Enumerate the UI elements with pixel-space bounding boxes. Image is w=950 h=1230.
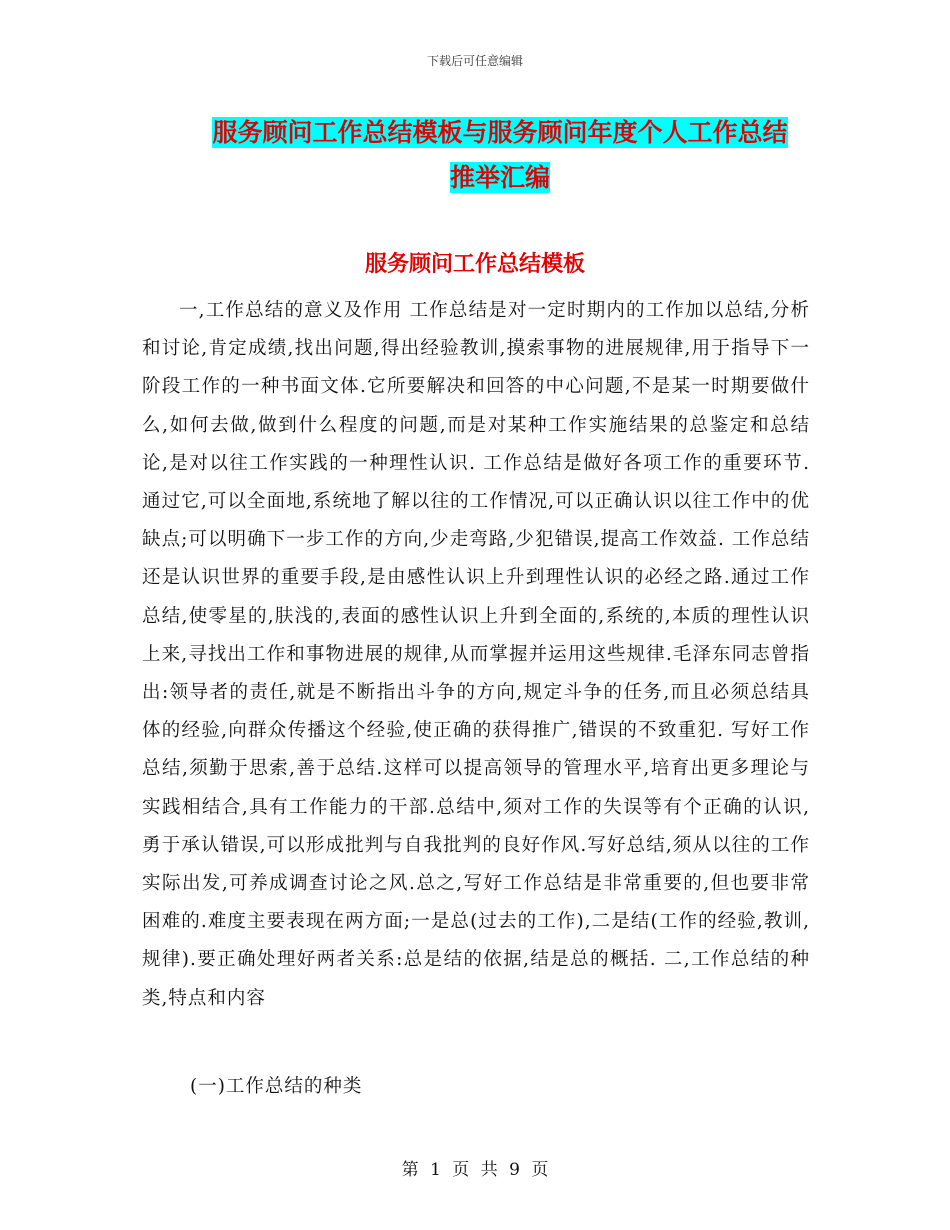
header-note: 下载后可任意编辑 [426,54,523,68]
sub-heading: (一)工作总结的种类 [190,1076,363,1097]
title-line-2: 推举汇编 [449,163,550,192]
document-title [140,110,860,200]
section-title: 服务顾问工作总结模板 [364,252,585,277]
title-line-1: 服务顾问工作总结模板与服务顾问年度个人工作总结 [212,118,788,147]
page-number: 第 1 页 共 9 页 [401,1160,549,1180]
body-paragraph: 一,工作总结的意义及作用 工作总结是对一定时期内的工作加以总结,分析和讨论,肯定成绩,找出问题,得出经验教训,摸索事物的进展规律,用于指导下一阶段工作的一种书面文体.它所要解决和回答的中心问题,不是某一时期要做什么,如何去做,做到什么程度的问题,而是对某种工作实施结果的总鉴定和总结论,是对以往工作实践的一种理性认识. 工作总结是做好各项工作的重要环节.通过它,可以全面地,系统地了解以往的工作情况,可以正确认识以往工作中的优缺点;可以明确下一步工作的方向,少走弯路,少犯错误,提高工作效益. 工作总结还是认识世界的重要手段,是由感性认识上升到理性认识的必经之路.通过工作总结,使零星的,肤浅的,表面的感性认识上升到全面的,系统的,本质的理性认识上来,寻找出工作和事物进展的规律,从而掌握并运用这些规律.毛泽东同志曾指出:领导者的责任,就是不断指出斗争的方向,规定斗争的任务,而且必须总结具体的经验,向群众传播这个经验,使正确的获得推广,错误的不致重犯. 写好工作总结,须勤于思索,善于总结.这样可以提高领导的管理水平,培育出更多理论与实践相结合,具有工作能力的干部.总结中,须对工作的失误等有个正确的认识,勇于承认错误,可以形成批判与自我批判的良好作风.写好总结,须从以往的工作实际出发,可养成调查讨论之风.总之,写好工作总结是非常重要的,但也要非常困难的.难度主要表现在两方面;一是总(过去的工作),二是结(工作的经验,教训,规律).要正确处理好两者关系:总是结的依据,结是总的概括. 二,工作总结的种类,特点和内容 [142,300,810,1009]
